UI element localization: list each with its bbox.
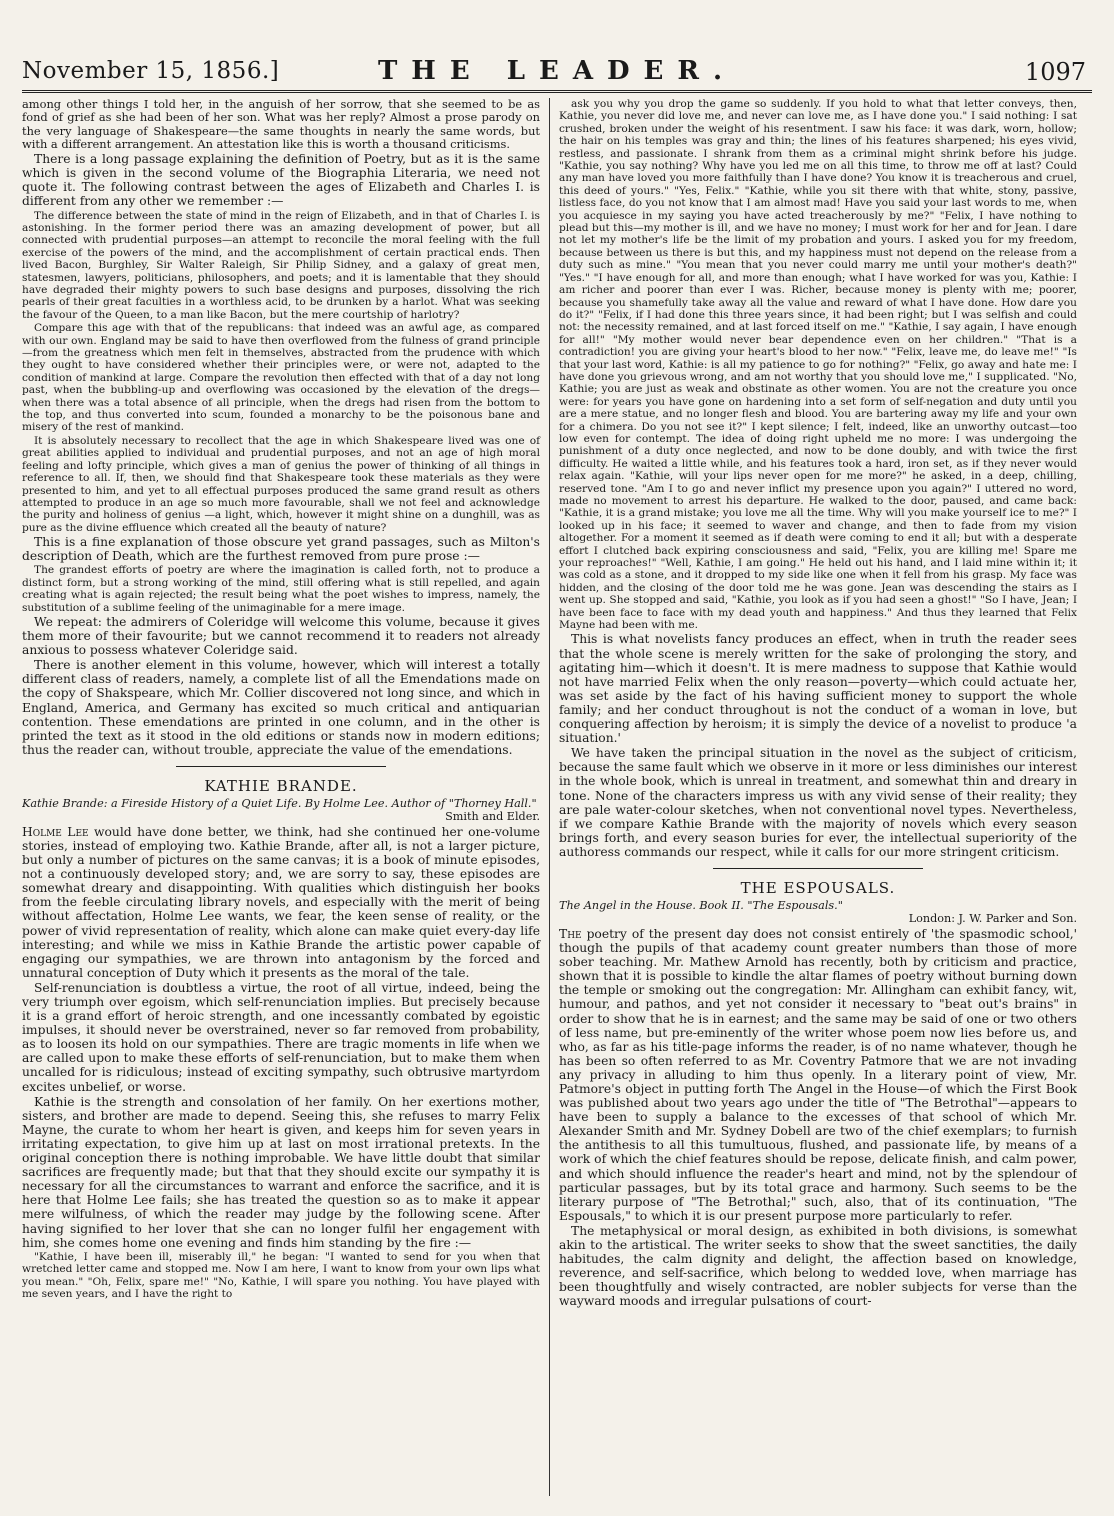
publisher: London: J. W. Parker and Son. <box>908 911 1077 925</box>
newspaper-title: THE LEADER. <box>377 56 737 86</box>
issue-date: November 15, 1856.] <box>22 58 280 84</box>
block-quote: It is absolutely necessary to recollect that the age in which Shakespeare lived was one of great abilities applied to individual and prudential purposes, and not an age of high moral feeling and lofty principle, which gives a man of genius the power of thinking of all things in reference to all. If, then, we should find that Shakespeare took these materials as they were presented to him, and yet to all effectual purposes produced the same grand result as others attempted to produce in an age so much more favourable, shall we not feel and acknowledge the purity and holiness of genius —a light, which, however it might shine on a dunghill, was as pure as the divine effluence which created all the beauty of nature? <box>22 434 540 534</box>
paragraph: There is a long passage explaining the definition of Poetry, but as it is the same which is given in the second volume of the Biographia Literaria, we need not quote it. The following contrast between the ages of Elizabeth and Charles I. is different from any other we remember :— <box>22 152 540 209</box>
block-quote: The grandest efforts of poetry are where the imagination is called forth, not to produce a distinct form, but a strong working of the mind, still offering what is still repelled, and again creating what is again rejected; the result being what the poet wishes to impress, namely, the substitution of a sublime feeling of the unimaginable for a mere image. <box>22 564 540 614</box>
dropcap-lead: The <box>559 926 582 941</box>
review-heading: KATHIE BRANDE. <box>204 776 358 795</box>
section-divider <box>176 766 386 767</box>
paragraph: We have taken the principal situation in the novel as the subject of criticism, because the same fault which we observe in it more or less diminishes our interest in the whole book, which is unreal in treatment, and somewhat thin and dreary in tone. None of the characters impress us with any vivid sense of their reality; they are pale water-colour sketches, when not conventional novel types. Nevertheless, if we compare Kathie Brande with the majority of novels which every season brings forth, and every season buries for ever, the intellectual superiority of the authoress commands our respect, while it calls for our more stringent criticism. <box>559 746 1077 859</box>
page-number: 1097 <box>1024 58 1086 86</box>
paragraph: This is a fine explanation of those obscure yet grand passages, such as Milton's description of Death, which are the furthest removed from pure prose :— <box>22 535 540 564</box>
review-paragraph <box>559 927 1077 1223</box>
paragraph: This is what novelists fancy produces an effect, when in truth the reader sees that the whole scene is merely written for the sake of prolonging the story, and agitating him—which it doesn't. It is mere madness to suppose that Kathie would not have married Felix when the only reason—poverty—which could actuate her, was set aside by the fact of his having sufficient money to support the whole family; and her conduct throughout is not the conduct of a woman in love, but conquering affection by heroism; it is simply the device of a novelist to produce 'a situation.' <box>559 632 1077 746</box>
excerpt-quote: ask you why you drop the game so suddenly. If you hold to what that letter conveys, then, Kathie, you never did love me, and never can love me, as I have done you." I said nothing: I sat crushed, broken under the weight of his resentment. I saw his face: it was dark, worn, hollow; the hair on his temples was gray and thin; the lines of his features sharpened; his eyes vivid, restless, and passionate. I shrank from them as a criminal might shrink before his judge. "Kathie, you say nothing? Why have you led me on all this time, to throw me off at last? Could any man have loved you more faithfully than I have done? You know it is treacherous and cruel, this deed of yours." "Yes, Felix." "Kathie, while you sit there with that white, stony, passive, listless face, do you not know that I am almost mad! Have you said your last words to me, when you acquiesce in my saying you have acted treacherously by me?" "Felix, I have nothing to plead but this—my mother is ill, and we have no money; I must work for her and for Jean. I dare not let my mother's life be the limit of my probation and yours. I asked you for my freedom, because between us there is but this, and my happiness must not depend on the release from a duty such as mine." "You mean that you never could marry me until your mother's death?" "Yes." "I have enough for all, and more than enough; what I have worked for was you, Kathie: I am richer and poorer than ever I was. Richer, because money is plenty with me; poorer, because you shamefully take away all the value and reward of what I have done. How dare you do it?" "Felix, if I had done this three years since, it had been right; but I was selfish and could not: the necessity remained, and at last forced itself on me." "Kathie, I say again, I have enough for all!" "My mother would never bear dependence even on her children." "That is a contradiction! you are giving your heart's blood to her now." "Felix, leave me, do leave me!" "Is that your last word, Kathie: is all my patience to go for nothing?" "Felix, go away and hate me: I have done you grievous wrong, and am not worthy that you should love me," I supplicated. "No, Kathie; you are just as weak and obstinate as other women. You are not the creature you once were: for years you have gone on hardening into a set form of self-negation and duty until you are a mere statue, and no longer flesh and blood. You are bartering away my life and your own for a chimera. Do you not see it?" I kept silence; I felt, indeed, like an unworthy outcast—too low even for contempt. The idea of doing right upheld me no more: I was undergoing the punishment of a duty once neglected, and now to be done doubly, and with twice the first difficulty. He waited a little while, and his features took a hard, iron set, as if they never would relax again. "Kathie, will your lips never open for me more?" he asked, in a deep, chilling, reserved tone. "Am I to go and never inflict my presence upon you again?" I uttered no word, made no movement to arrest his departure. He walked to the door, paused, and came back: "Kathie, it is a grand mistake; you love me all the time. Why will you make yourself ice to me?" I looked up in his face; it seemed to waver and change, and then to fade from my vision altogether. For a moment it seemed as if death were coming to end it all; but with a desperate effort I clutched back expiring consciousness and said, "Felix, you are killing me! Spare me your reproaches!" "Well, Kathie, I am going." He held out his hand, and I laid mine within it; it was cold as a stone, and it dropped to my side like one when it fell from his grasp. My face was hidden, and the closing of the door told me he was gone. Jean was descending the stairs as I went up. She stopped and said, "Kathie, you look as if you had seen a ghost!" "So I have, Jean; I have been face to face with my dead youth and happiness." And thus they learned that Felix Mayne had been with me. <box>559 98 1077 632</box>
excerpt-quote: "Kathie, I have been ill, miserably ill," he began: "I wanted to send for you when that wretched letter came and stopped me. Now I am here, I want to know from your own lips what you mean." "Oh, Felix, spare me!" "No, Kathie, I will spare you nothing. You have played with me seven years, and I have the right to <box>22 1250 540 1300</box>
right-column <box>550 98 1077 1496</box>
dropcap-lead: Holme Lee <box>22 824 89 839</box>
paragraph: There is another element in this volume, however, which will interest a totally different class of readers, namely, a complete list of all the Emendations made on the copy of Shakspeare, which Mr. Collier discovered not long since, and which in England, America, and Germany has excited so much critical and antiquarian contention. These emendations are printed in one column, and in the other is printed the text as it stood in the old editions or stands now in modern editions; thus the reader can, without trouble, appreciate the value of the emendations. <box>22 658 540 757</box>
book-title-line: Kathie Brande: a Fireside History of a Quiet Life. By Holme Lee. Author of "Thorney Hall." <box>22 796 537 810</box>
review-paragraph: The metaphysical or moral design, as exhibited in both divisions, is somewhat akin to the artistical. The writer seeks to show that the sweet sanctities, the daily habitudes, the calm dignity and delight, the affection based on knowledge, reverence, and self-sacrifice, which belong to wedded love, when marriage has been thoughtfully and wisely contracted, are nobler subjects for verse than the wayward moods and irregular pulsations of court- <box>559 1223 1077 1309</box>
masthead <box>22 56 1092 93</box>
review-text: would have done better, we think, had she continued her one-volume stories, instead of employing two. Kathie Brande, after all, is not a larger picture, but only a number of pictures on the same canvas; it is a book of minute episodes, not a continuously developed story; and, we are sorry to say, these episodes are somewhat dreary and disappointing. With qualities which distinguish her books from the feeble circulating library novels, and especially with the merit of being without affectation, Holme Lee wants, we fear, the keen sense of reality, or the power of vivid representation of reality, which alone can make quiet every-day life interesting; and while we miss in Kathie Brande the artistic power capable of engaging our sympathies, we are thrown into antagonism by the forced and unnatural conception of Duty which it presents as the moral of the tale. <box>22 824 540 980</box>
review-text: poetry of the present day does not consist entirely of 'the spasmodic school,' though the pupils of that academy count greater numbers than those of more sober teaching. Mr. Mathew Arnold has recently, both by criticism and practice, shown that it is possible to kindle the altar flames of poetry without burning down the temple or smoking out the congregation: Mr. Allingham can exhibit fancy, wit, humour, and pathos, and yet not consider it necessary to "beat out's brains" in order to show that he is in earnest; and the same may be said of one or two others of less name, but pre-eminently of the writer whose poem now lies before us, and who, as far as his title-page informs the reader, is of no name whatever, though he has been so often referred to as Mr. Coventry Patmore that we are not invading any privacy in alluding to him thus openly. In a literary point of view, Mr. Patmore's object in putting forth The Angel in the House—of which the First Book was published about two years ago under the title of "The Betrothal"—appears to have been to supply a balance to the excesses of that school of which Mr. Alexander Smith and Mr. Sydney Dobell are two of the chief exemplars; to furnish the antithesis to all this tumultuous, flushed, and passionate life, by means of a work of which the chief features should be repose, delicate finish, and calm power, and which should influence the reader's heart and mind, not by the splendour of particular passages, but by its total grace and harmony. Such seems to be the literary purpose of "The Betrothal;" such, also, that of its continuation, "The Espousals," to which it is our present purpose more particularly to refer. <box>559 926 1077 1223</box>
book-citation <box>22 797 540 823</box>
block-quote: The difference between the state of mind in the reign of Elizabeth, and in that of Charles I. is astonishing. In the former period there was an amazing development of power, but all connected with prudential purposes—an attempt to reconcile the moral feeling with the full exercise of the powers of the mind, and the accomplishment of certain practical ends. Then lived Bacon, Burghley, Sir Walter Raleigh, Sir Philip Sidney, and a galaxy of great men, statesmen, lawyers, politicians, philosophers, and poets; and it is lamentable that they should have degraded their mighty powers to such base designs and purposes, dissolving the rich pearls of their great faculties in a worthless acid, to be drunken by a harlot. What was seeking the favour of the Queen, to a man like Bacon, but the mere courtship of harlotry? <box>22 209 540 321</box>
paragraph: We repeat: the admirers of Coleridge will welcome this volume, because it gives them more of their favourite; but we cannot recommend it to readers not already anxious to possess whatever Coleridge said. <box>22 614 540 658</box>
review-paragraph <box>22 825 540 980</box>
review-paragraph: Kathie is the strength and consolation of her family. On her exertions mother, sisters, and brother are made to depend. Seeing this, she refuses to marry Felix Mayne, the curate to whom her heart is given, and keeps him for seven years in irritating expectation, to give him up at last on most irrational pretexts. In the original conception there is nothing improbable. We have little doubt that similar sacrifices are frequently made; but that that they should excite our sympathy it is necessary for all the circumstances to warrant and enforce the sacrifice, and it is here that Holme Lee fails; she has treated the question so as to make it appear mere wilfulness, of which the reader may judge by the following scene. After having signified to her lover that she can no longer fulfil her engagement with him, she comes home one evening and finds him standing by the fire :— <box>22 1094 540 1250</box>
book-title-line: The Angel in the House. Book II. "The Espousals." <box>559 898 843 912</box>
review-heading: THE ESPOUSALS. <box>740 878 896 897</box>
columns <box>22 98 1092 1496</box>
publisher: Smith and Elder. <box>445 809 540 823</box>
book-citation <box>559 899 1077 925</box>
section-divider <box>713 868 923 869</box>
block-quote: Compare this age with that of the republicans: that indeed was an awful age, as compared with our own. England may be said to have then overflowed from the fulness of grand principle—from the greatness which men felt in themselves, abstracted from the prudence with which they ought to have considered whether their principles were, or were not, adapted to the condition of mankind at large. Compare the revolution then effected with that of a day not long past, when the bubbling-up and overflowing was occasioned by the elevation of the dregs—when there was a total absence of all principle, when the dregs had risen from the bottom to the top, and thus converted into scum, founded a monarchy to be the poisonous bane and misery of the rest of mankind. <box>22 322 540 434</box>
left-column <box>22 98 550 1496</box>
review-paragraph: Self-renunciation is doubtless a virtue, the root of all virtue, indeed, being the very triumph over egoism, which self-renunciation implies. But precisely because it is a grand effort of heroic strength, and one incessantly combated by egoistic impulses, it should never be overstrained, never so far removed from probability, as to loosen its hold on our sympathies. There are tragic moments in life when we are called upon to make these efforts of self-renunciation, but to make them when uncalled for is ridiculous; instead of exciting sympathy, such obtrusive martyrdom excites unbelief, or worse. <box>22 980 540 1094</box>
paragraph: among other things I told her, in the anguish of her sorrow, that she seemed to be as fond of grief as she had been of her son. What was her reply? Almost a prose parody on the very language of Shakespeare—the same thoughts in nearly the same words, but with a different arrangement. An attestation like this is worth a thousand criticisms. <box>22 98 540 151</box>
